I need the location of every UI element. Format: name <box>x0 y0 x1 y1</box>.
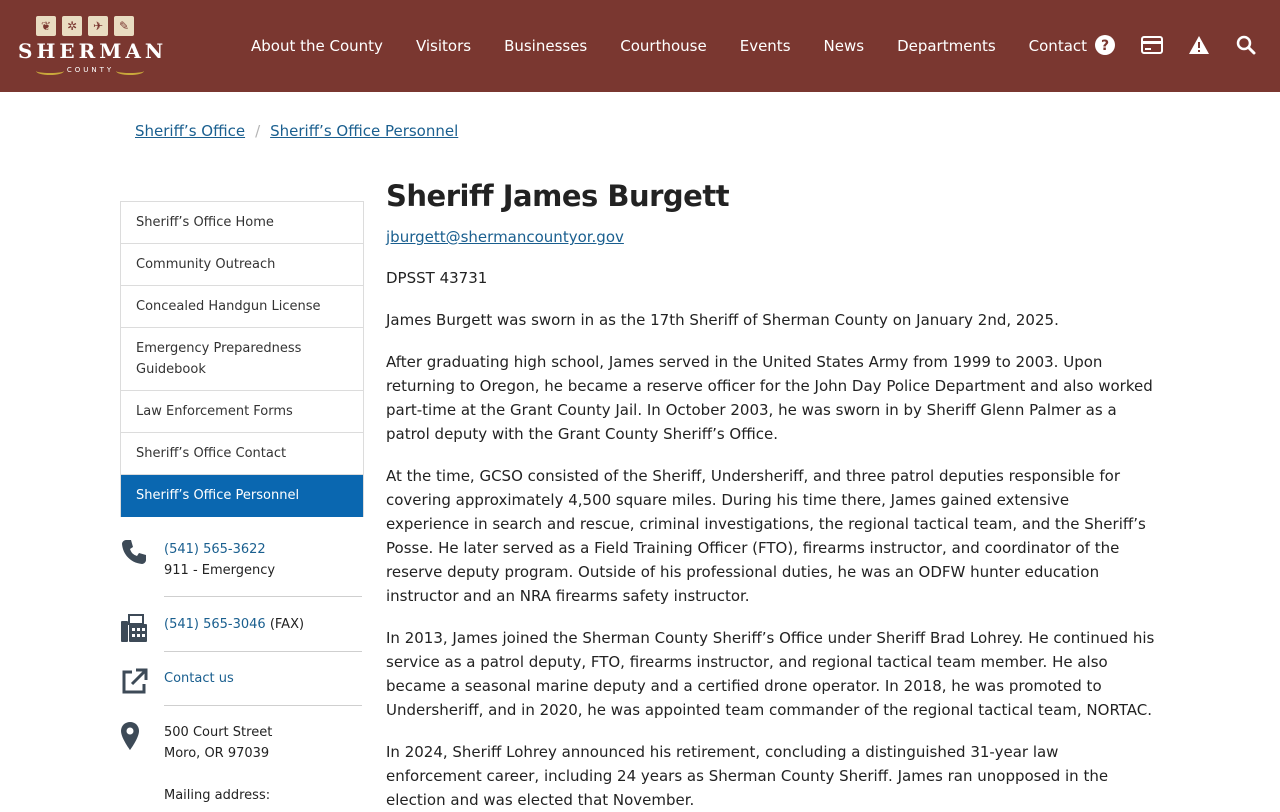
sidebar-item-label: Law Enforcement Forms <box>136 404 293 419</box>
bio-paragraph: In 2013, James joined the Sherman County Sheriff’s Office under Sheriff Brad Lohrey. He continued his service as a patrol deputy, FTO, firearms instructor, and regional tactical team member. He also became a seasonal marine deputy and a certified drone operator. In 2018, he was promoted to Undersheriff, and in 2020, he was appointed team commander of the regional tactical team, NORTAC. <box>386 629 1155 719</box>
mailing-address-label: Mailing address: <box>164 788 271 803</box>
logo-wordmark: SHERMAN <box>18 39 168 63</box>
main-nav <box>251 0 1087 92</box>
feather-icon: ✎ <box>114 16 134 36</box>
breadcrumb <box>135 122 458 140</box>
sidebar-item-emergency-preparedness-guidebook[interactable] <box>121 328 363 391</box>
bio-paragraph: After graduating high school, James served in the United States Army from 1999 to 2003. Upon returning to Oregon, he became a reserve officer for the John Day Police Department and also worked part-time at the Grant County Jail. In October 2003, he was sworn in by Sheriff Glenn Palmer as a patrol deputy with the Grant County Sheriff’s Office. <box>386 353 1153 443</box>
nav-visitors[interactable]: Visitors <box>415 37 472 55</box>
sidebar-nav <box>120 201 364 517</box>
site-header <box>0 0 1280 92</box>
address-line-1: 500 Court Street <box>164 725 273 740</box>
nav-courthouse[interactable]: Courthouse <box>620 37 707 55</box>
sidebar-item-label: Sheriff’s Office Personnel <box>136 488 300 503</box>
nav-news[interactable]: News <box>823 37 865 55</box>
sherman-county-logo[interactable] <box>18 14 168 76</box>
sidebar-item-law-enforcement-forms[interactable] <box>121 391 363 433</box>
sidebar-item-community-outreach[interactable] <box>121 244 363 286</box>
contact-divider <box>164 651 362 652</box>
phone-link[interactable]: (541) 565-3622 <box>164 542 266 557</box>
sidebar-item-label: Concealed Handgun License <box>136 299 321 314</box>
external-link-icon <box>120 667 148 695</box>
breadcrumb-sheriffs-office-personnel[interactable]: Sheriff’s Office Personnel <box>270 122 459 140</box>
page-title: Sheriff James Burgett <box>386 179 730 213</box>
svg-text:?: ? <box>1100 38 1110 54</box>
bio-paragraph: In 2024, Sheriff Lohrey announced his retirement, concluding a distinguished 31-year law enforcement career, including 24 years as Sherman County Sheriff. James ran unopposed in the election and was elected that November. <box>386 743 1109 809</box>
fax-link[interactable]: (541) 565-3046 <box>164 617 266 632</box>
map-pin-icon <box>120 721 148 749</box>
main-content <box>386 176 1156 812</box>
nav-about-the-county[interactable]: About the County <box>251 37 383 55</box>
phone-icon <box>120 538 148 566</box>
sidebar-item-label: Sheriff’s Office Home <box>136 215 274 230</box>
nav-businesses[interactable]: Businesses <box>504 37 588 55</box>
wagon-wheel-icon: ✲ <box>62 16 82 36</box>
email-link[interactable]: jburgett@shermancountyor.gov <box>386 228 624 246</box>
breadcrumb-sheriffs-office[interactable]: Sheriff’s Office <box>135 122 246 140</box>
bio-paragraph: At the time, GCSO consisted of the Sheriff, Undersheriff, and three patrol deputies responsible for covering approximately 4,500 square miles. During his time there, James gained extensive experience in search and rescue, criminal investigations, the regional tactical team, and the Sheriff’s Posse. He later served as a Field Training Officer (FTO), firearms instructor, and coordinator of the reserve deputy program. Outside of his professional duties, he was an ODFW hunter education instructor and an NRA firearms safety instructor. <box>386 467 1146 605</box>
dpsst-number: DPSST 43731 <box>386 269 488 287</box>
nav-contact[interactable]: Contact <box>1028 37 1088 55</box>
sidebar-item-sheriffs-office-contact[interactable] <box>121 433 363 475</box>
breadcrumb-separator: / <box>255 122 261 140</box>
nav-departments[interactable]: Departments <box>897 37 996 55</box>
contact-divider <box>164 596 362 597</box>
sidebar-item-label: Sheriff’s Office Contact <box>136 446 287 461</box>
phone-note: 911 - Emergency <box>164 563 276 578</box>
fax-icon <box>120 613 148 641</box>
nav-events[interactable]: Events <box>739 37 791 55</box>
payment-card-icon[interactable] <box>1140 33 1164 57</box>
contact-divider <box>164 705 362 706</box>
sidebar-item-sheriffs-office-home[interactable] <box>121 202 363 244</box>
sidebar-item-concealed-handgun-license[interactable] <box>121 286 363 328</box>
logo-icon-row <box>36 16 134 36</box>
search-icon[interactable] <box>1234 33 1258 57</box>
wheat-icon: ❦ <box>36 16 56 36</box>
logo-subtitle: COUNTY <box>66 66 115 74</box>
contact-us-link[interactable]: Contact us <box>164 671 234 686</box>
fax-suffix: (FAX) <box>265 617 305 632</box>
bio-paragraph: James Burgett was sworn in as the 17th Sheriff of Sherman County on January 2nd, 2025. <box>386 311 1059 329</box>
alert-icon[interactable] <box>1187 33 1211 57</box>
sidebar-item-label: Emergency Preparedness Guidebook <box>136 341 302 377</box>
sidebar-item-label: Community Outreach <box>136 257 276 272</box>
sidebar-item-sheriffs-office-personnel[interactable] <box>121 475 363 517</box>
address-line-2: Moro, OR 97039 <box>164 746 270 761</box>
wind-turbine-icon: ✈ <box>88 16 108 36</box>
header-tools <box>1093 33 1258 57</box>
help-icon[interactable] <box>1093 33 1117 57</box>
